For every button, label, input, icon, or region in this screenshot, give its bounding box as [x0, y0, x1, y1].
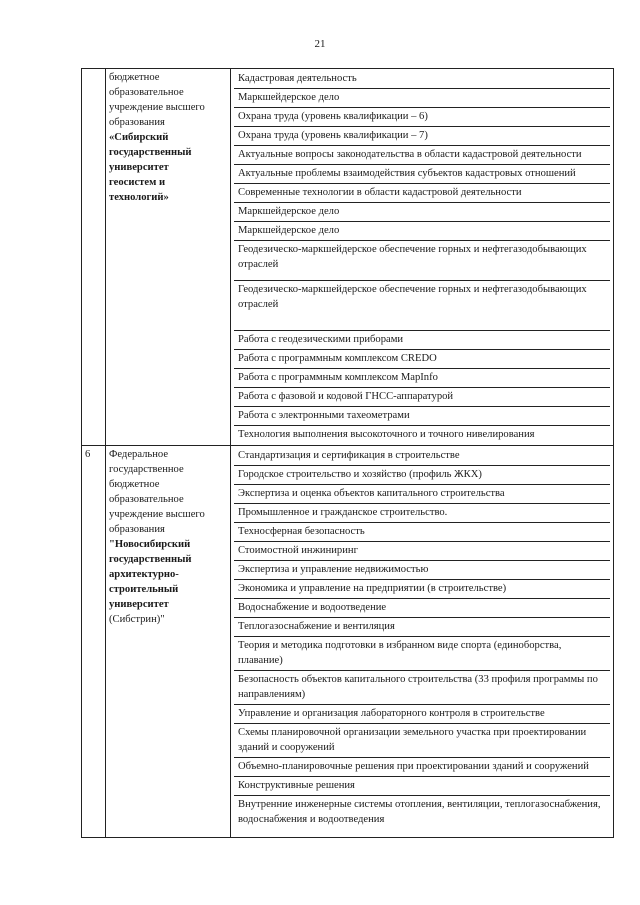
org-name-bold: геосистем и [109, 177, 166, 188]
course-item: Работа с программным комплексом MapInfo [234, 369, 610, 388]
course-item: Городское строительство и хозяйство (профиль ЖКХ) [234, 466, 610, 485]
org-name-bold: "Новосибирский [109, 539, 191, 550]
course-item: Экономика и управление на предприятии (в строительстве) [234, 580, 610, 599]
course-item: Работа с геодезическими приборами [234, 331, 610, 350]
course-list [231, 69, 614, 446]
course-item: Промышленное и гражданское строительство. [234, 504, 610, 523]
course-item: Экспертиза и управление недвижимостью [234, 561, 610, 580]
course-item: Управление и организация лабораторного контроля в строительстве [234, 705, 610, 724]
course-item: Кадастровая деятельность [234, 70, 610, 89]
org-name-bold: университет [109, 599, 169, 610]
course-item: Работа с фазовой и кодовой ГНСС-аппаратурой [234, 388, 610, 407]
org-name-bold: государственный [109, 554, 192, 565]
course-item: Конструктивные решения [234, 777, 610, 796]
course-item: Охрана труда (уровень квалификации – 6) [234, 108, 610, 127]
org-line: образовательное [109, 87, 184, 98]
org-line: Федеральное [109, 449, 169, 460]
org-name-bold: строительный [109, 584, 179, 595]
course-item: Геодезическо-маркшейдерское обеспечение горных и нефтегазодобывающих отраслей [234, 241, 610, 281]
table-row-section-6 [82, 446, 614, 838]
course-item: Актуальные вопросы законодательства в области кадастровой деятельности [234, 146, 610, 165]
course-item: Теплогазоснабжение и вентиляция [234, 618, 610, 637]
org-line: учреждение высшего [109, 509, 205, 520]
course-item: Актуальные проблемы взаимодействия субъектов кадастровых отношений [234, 165, 610, 184]
row-number: 6 [82, 446, 106, 838]
course-item: Работа с программным комплексом CREDO [234, 350, 610, 369]
course-item: Объемно-планировочные решения при проектировании зданий и сооружений [234, 758, 610, 777]
course-item: Современные технологии в области кадастровой деятельности [234, 184, 610, 203]
organization-name [106, 446, 231, 838]
course-item: Маркшейдерское дело [234, 89, 610, 108]
course-item: Водоснабжение и водоотведение [234, 599, 610, 618]
table-row-section-1 [82, 69, 614, 446]
course-item: Техносферная безопасность [234, 523, 610, 542]
course-item: Внутренние инженерные системы отопления, вентиляции, теплогазоснабжения, водоснабжения и водоотведения [238, 799, 601, 825]
page-number: 21 [314, 38, 326, 50]
org-line: государственное [109, 464, 184, 475]
course-item: Теория и методика подготовки в избранном виде спорта (единоборства, плавание) [234, 637, 610, 671]
course-item: Стоимостной инжиниринг [234, 542, 610, 561]
course-list [231, 446, 614, 838]
org-name-bold: «Сибирский [109, 132, 169, 143]
course-item: Маркшейдерское дело [234, 222, 610, 241]
course-item: Геодезическо-маркшейдерское обеспечение горных и нефтегазодобывающих отраслей [234, 281, 610, 331]
course-item: Стандартизация и сертификация в строительстве [234, 447, 610, 466]
org-line: бюджетное [109, 72, 160, 83]
org-name-bold: технологий» [109, 192, 169, 203]
org-line: учреждение высшего [109, 102, 205, 113]
org-name-bold: архитектурно- [109, 569, 179, 580]
row-number [82, 69, 106, 446]
course-item: Экспертиза и оценка объектов капитального строительства [234, 485, 610, 504]
org-line: образования [109, 524, 165, 535]
programs-table [81, 68, 614, 838]
org-line: образования [109, 117, 165, 128]
org-line: бюджетное [109, 479, 160, 490]
course-item: Схемы планировочной организации земельного участка при проектировании зданий и сооружений [234, 724, 610, 758]
org-name-bold: университет [109, 162, 169, 173]
organization-name [106, 69, 231, 446]
org-name-bold: государственный [109, 147, 192, 158]
course-item: Безопасность объектов капитального строительства (33 профиля программы по направлениям) [234, 671, 610, 705]
org-line: образовательное [109, 494, 184, 505]
org-line: (Сибстрин)" [109, 614, 165, 625]
course-item: Маркшейдерское дело [234, 203, 610, 222]
course-item: Технология выполнения высокоточного и точного нивелирования [238, 429, 535, 440]
course-item: Работа с электронными тахеометрами [234, 407, 610, 426]
course-item: Охрана труда (уровень квалификации – 7) [234, 127, 610, 146]
